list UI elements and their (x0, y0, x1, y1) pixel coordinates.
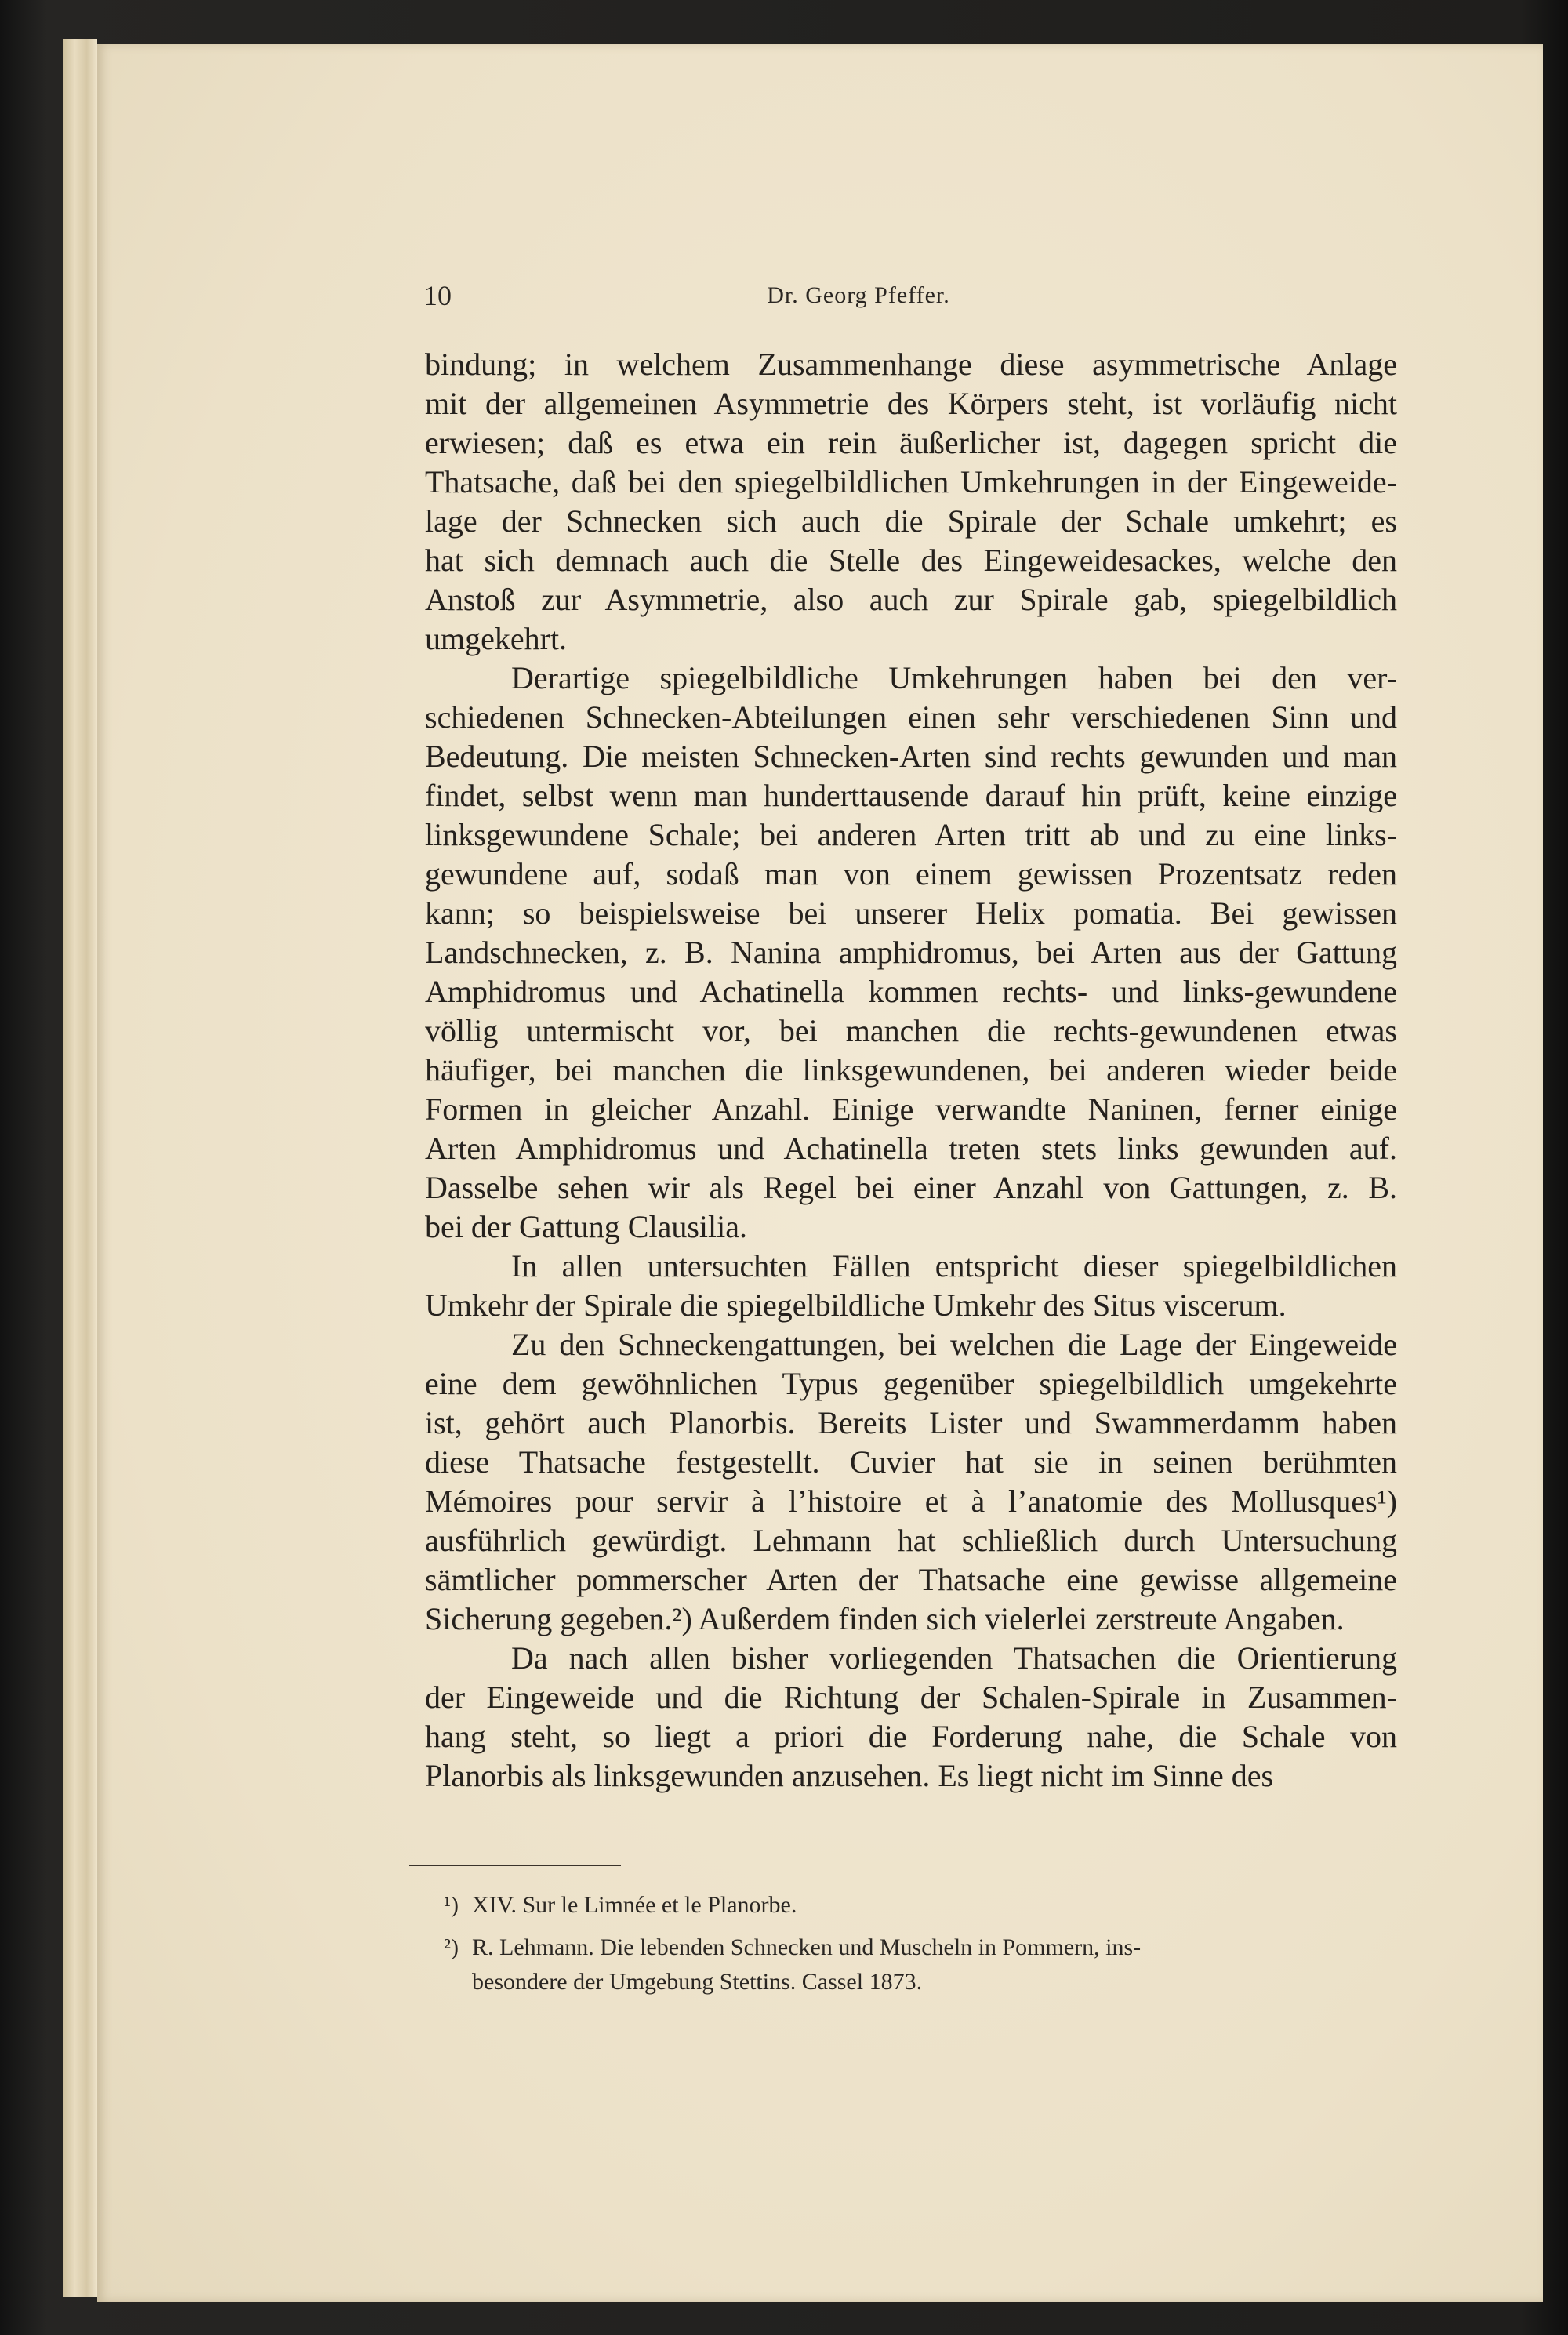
footnote-continuation: besondere der Umgebung Stettins. Cassel 1873. (472, 1969, 923, 1995)
text-line: ausführlich gewürdigt. Lehmann hat schließlich durch Untersuchung (425, 1523, 1397, 1558)
paragraph (425, 345, 1397, 659)
text-line: gewundene auf, sodaß man von einem gewissen Prozentsatz reden (425, 856, 1397, 892)
text-line: mit der allgemeinen Asymmetrie des Körpers steht, ist vorläufig nicht (425, 386, 1397, 421)
text-line: bindung; in welchem Zusammenhange diese asymmetrische Anlage (425, 347, 1397, 382)
text-line: hat sich demnach auch die Stelle des Eingeweidesackes, welche den (425, 543, 1397, 578)
text-line: Derartige spiegelbildliche Umkehrungen haben bei den ver- (511, 660, 1397, 695)
text-line: erwiesen; daß es etwa ein rein äußerlicher ist, dagegen spricht die (425, 425, 1397, 460)
text-line: Umkehr der Spirale die spiegelbildliche Umkehr des Situs viscerum. (425, 1287, 1287, 1323)
text-line: Thatsache, daß bei den spiegelbildlichen Umkehrungen in der Eingeweide- (425, 464, 1397, 499)
footnote-text: XIV. Sur le Limnée et le Planorbe. (472, 1892, 797, 1918)
footnotes (444, 1888, 1392, 2007)
book-binding-edge (63, 39, 97, 2297)
running-head: Dr. Georg Pfeffer. (767, 282, 950, 308)
paragraph (425, 659, 1397, 1247)
paragraph (425, 1247, 1397, 1325)
text-line: Planorbis als linksgewunden anzusehen. Es liegt nicht im Sinne des (425, 1758, 1274, 1793)
paragraph (425, 1325, 1397, 1639)
footnote (444, 1930, 1392, 1999)
text-line: Anstoß zur Asymmetrie, also auch zur Spirale gab, spiegelbildlich (425, 582, 1397, 617)
page-header (321, 279, 1396, 318)
text-line: Landschnecken, z. B. Nanina amphidromus, bei Arten aus der Gattung (425, 935, 1397, 970)
text-line: umgekehrt. (425, 621, 568, 656)
text-line: Mémoires pour servir à l’histoire et à l’anatomie des Mollusques¹) (425, 1483, 1397, 1519)
text-line: In allen untersuchten Fällen entspricht dieser spiegelbildlichen (511, 1248, 1397, 1284)
text-line: ist, gehört auch Planorbis. Bereits Lister und Swammerdamm haben (425, 1405, 1397, 1440)
text-line: eine dem gewöhnlichen Typus gegenüber spiegelbildlich umgekehrte (425, 1366, 1397, 1401)
footnote-mark: ²) (444, 1934, 459, 1960)
text-line: bei der Gattung Clausilia. (425, 1209, 748, 1244)
text-line: Sicherung gegeben.²) Außerdem finden sich vielerlei zerstreute Angaben. (425, 1601, 1345, 1636)
text-line: diese Thatsache festgestellt. Cuvier hat sie in seinen berühmten (425, 1444, 1397, 1480)
text-line: sämtlicher pommerscher Arten der Thatsache eine gewisse allgemeine (425, 1562, 1397, 1597)
page-number: 10 (423, 280, 452, 311)
paragraph (425, 1639, 1397, 1796)
text-line: linksgewundene Schale; bei anderen Arten tritt ab und zu eine links- (425, 817, 1397, 852)
text-line: kann; so beispielsweise bei unserer Helix pomatia. Bei gewissen (425, 895, 1397, 931)
footnote-text: R. Lehmann. Die lebenden Schnecken und Muscheln in Pommern, ins- (472, 1934, 1142, 1960)
text-line: der Eingeweide und die Richtung der Schalen-Spirale in Zusammen- (425, 1680, 1397, 1715)
text-line: Arten Amphidromus und Achatinella treten stets links gewunden auf. (425, 1131, 1397, 1166)
text-line: Bedeutung. Die meisten Schnecken-Arten sind rechts gewunden und man (425, 739, 1397, 774)
text-line: Da nach allen bisher vorliegenden Thatsachen die Orientierung (511, 1640, 1397, 1676)
text-line: völlig untermischt vor, bei manchen die rechts-gewundenen etwas (425, 1013, 1397, 1048)
text-line: findet, selbst wenn man hunderttausende darauf hin prüft, keine einzige (425, 778, 1397, 813)
text-line: Dasselbe sehen wir als Regel bei einer Anzahl von Gattungen, z. B. (425, 1170, 1397, 1205)
text-line: Zu den Schneckengattungen, bei welchen die Lage der Eingeweide (511, 1327, 1397, 1362)
footnote-divider (409, 1865, 621, 1866)
footnote (444, 1888, 1392, 1923)
text-line: hang steht, so liegt a priori die Forderung nahe, die Schale von (425, 1719, 1397, 1754)
footnote-mark: ¹) (444, 1892, 459, 1918)
text-line: Amphidromus und Achatinella kommen rechts- und links-gewundene (425, 974, 1397, 1009)
text-line: Formen in gleicher Anzahl. Einige verwandte Naninen, ferner einige (425, 1091, 1397, 1127)
body-text (425, 345, 1397, 1796)
text-line: häufiger, bei manchen die linksgewundenen, bei anderen wieder beide (425, 1052, 1397, 1088)
text-line: schiedenen Schnecken-Abteilungen einen sehr verschiedenen Sinn und (425, 699, 1397, 735)
text-line: lage der Schnecken sich auch die Spirale der Schale umkehrt; es (425, 503, 1397, 539)
